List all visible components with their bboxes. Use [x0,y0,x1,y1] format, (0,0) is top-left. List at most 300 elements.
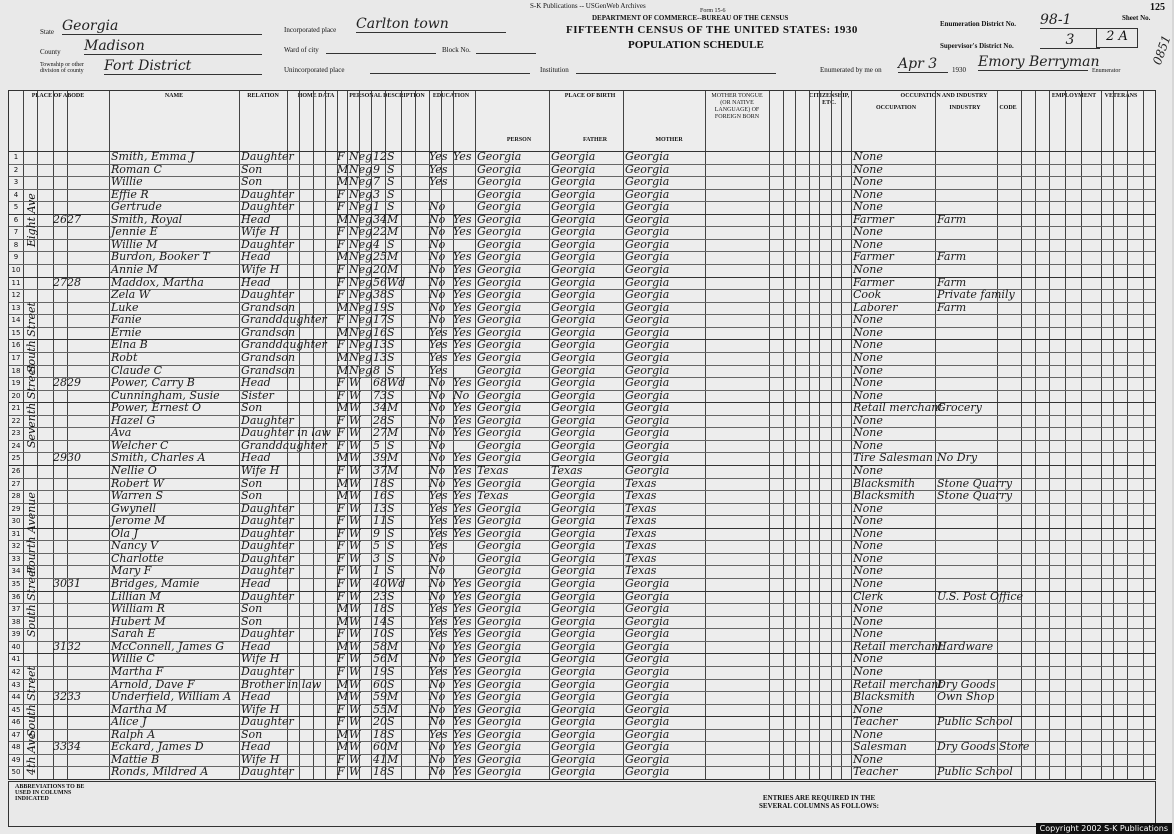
industry-value: Own Shop [937,690,995,704]
person-birthplace: Georgia [477,212,522,226]
occupation-value: Laborer [853,300,898,314]
birth-father-header: FATHER [582,137,608,143]
race-value: Neg [349,325,373,339]
father-birthplace: Georgia [551,388,596,402]
family-number [67,390,87,403]
relation-value: Daughter [241,200,294,214]
school-value: No [429,765,446,779]
person-birthplace: Georgia [477,752,522,766]
industry-value: Farm [937,250,967,264]
occupation-value: None [853,325,883,339]
race-value: Neg [349,212,373,226]
race-value: W [349,526,361,540]
table-row [9,716,1155,729]
father-birthplace: Georgia [551,200,596,214]
school-value: No [429,476,446,490]
entries-heading: ENTRIES ARE REQUIRED IN THE SEVERAL COLUMNS AS FOLLOWS: [759,794,879,810]
person-birthplace: Georgia [477,514,522,528]
person-name: Charlotte [111,551,164,565]
line-number: 15 [11,328,21,337]
occupation-value: None [853,363,883,377]
mother-birthplace: Georgia [625,438,670,452]
relation-value: Granddaughter [241,438,327,452]
line-number: 24 [11,441,21,450]
population-table [8,90,1156,780]
sex-value: M [337,325,349,339]
marital-status: S [387,438,395,452]
enum-district-label: Enumeration District No. [940,20,1017,28]
industry-value [937,339,997,352]
occupation-value: None [853,162,883,176]
race-value: W [349,614,361,628]
age-value: 25 [373,250,387,264]
industry-value [937,553,997,566]
marital-status: S [387,514,395,528]
dwelling-number [53,264,67,277]
dwelling-number [53,490,67,503]
occupation-value: Teacher [853,765,898,779]
family-number [67,666,87,679]
father-birthplace: Georgia [551,338,596,352]
occupation-value: Farmer [853,275,894,289]
father-birthplace: Georgia [551,664,596,678]
school-value: Yes [429,539,448,553]
line-number: 6 [13,215,19,224]
person-birthplace: Georgia [477,577,522,591]
relation-value: Head [241,376,271,390]
person-birthplace: Georgia [477,740,522,754]
occupation-value: None [853,350,883,364]
sex-value: F [337,388,345,402]
dwelling-number [53,465,67,478]
person-name: Sarah E [111,627,156,641]
sex-value: M [337,175,349,189]
school-value: Yes [429,501,448,515]
family-number [67,415,87,428]
sex-value: F [337,288,345,302]
marital-status: M [387,752,399,766]
father-birthplace: Georgia [551,175,596,189]
race-value: Neg [349,300,373,314]
person-birthplace: Georgia [477,564,522,578]
dwelling-number [53,427,67,440]
marital-status: S [387,564,395,578]
read-write-value: Yes [453,451,472,465]
relation-value: Daughter [241,501,294,515]
sex-value: F [337,237,345,251]
mother-birthplace: Georgia [625,690,670,704]
table-row [9,314,1155,327]
industry-value [937,327,997,340]
birth-person-header: PERSON [506,137,532,143]
age-value: 18 [373,727,387,741]
relation-value: Head [241,250,271,264]
line-number: 47 [11,730,21,739]
block-label: Block No. [442,46,471,54]
mother-birthplace: Texas [625,564,657,578]
person-name: Roman C [111,162,162,176]
person-birthplace: Georgia [477,715,522,729]
school-value: No [429,200,446,214]
mother-birthplace: Georgia [625,464,670,477]
dwelling-number [53,766,67,779]
age-value: 3 [373,551,380,565]
read-write-value: Yes [453,501,472,515]
sex-value: F [337,464,345,477]
person-name: Claude C [111,363,163,377]
copyright: Copyright 2002 S-K Publications [1036,823,1172,834]
industry-value: Farm [937,300,967,314]
birth-mother-header: MOTHER [655,137,683,143]
dwelling-number: 30 [53,577,67,591]
read-write-value: Yes [453,275,472,289]
line-number: 32 [11,542,21,551]
race-value: W [349,564,361,578]
family-number: 29 [67,376,81,390]
sex-value: M [337,740,349,754]
industry-value [937,352,997,365]
sex-value: M [337,489,349,503]
father-birthplace: Texas [551,464,583,477]
age-value: 9 [373,162,380,176]
father-birthplace: Georgia [551,363,596,377]
mother-birthplace: Georgia [625,413,670,427]
line-number: 5 [13,203,19,212]
county-value: Madison [84,38,262,55]
person-birthplace: Georgia [477,300,522,314]
industry-value [937,628,997,641]
father-birthplace: Georgia [551,677,596,691]
dwelling-number [53,390,67,403]
veterans-header: VETERANS [1104,93,1138,99]
line-number: 23 [11,429,21,438]
sex-value: M [337,677,349,691]
occupation-value: None [853,187,883,201]
person-name: Alice J [111,715,147,729]
person-name: Gwynell [111,501,157,515]
read-write-value [453,176,475,189]
street-label: Fourth Avenue [25,492,38,575]
school-value: Yes [429,350,448,364]
person-name: Elna B [111,338,148,352]
marital-status: S [387,765,395,779]
marital-status: S [387,664,395,678]
race-value: W [349,727,361,741]
family-number: 33 [67,690,81,704]
marital-status: Wd [387,275,406,289]
age-value: 9 [373,526,380,540]
person-birthplace: Georgia [477,237,522,251]
race-value: Neg [349,187,373,201]
table-row [9,402,1155,415]
sex-value: M [337,727,349,741]
table-row [9,377,1155,390]
education-header: EDUCATION [432,93,470,99]
marital-status: M [387,652,399,666]
marital-status: S [387,602,395,616]
relation-header: RELATION [247,93,279,99]
line-number: 48 [11,743,21,752]
mother-birthplace: Georgia [625,401,670,415]
age-value: 55 [373,702,387,716]
relation-value: Daughter [241,237,294,251]
school-value: Yes [429,150,448,163]
dwelling-number [53,327,67,340]
mother-birthplace: Georgia [625,614,670,628]
occupation-value: None [853,526,883,540]
father-birthplace: Georgia [551,325,596,339]
line-number: 20 [11,391,21,400]
industry-value [937,176,997,189]
person-birthplace: Georgia [477,225,522,239]
relation-value: Grandson [241,363,296,377]
occupation-value: Tire Salesman [853,451,933,465]
industry-value: Stone Quarry [937,476,1013,490]
race-value: Neg [349,263,373,277]
school-value: No [429,702,446,716]
line-number: 40 [11,642,21,651]
occupation-value: Blacksmith [853,690,916,704]
person-name: Luke [111,300,139,314]
dwelling-number [53,754,67,767]
marital-status: M [387,740,399,754]
table-row [9,151,1155,164]
race-value: W [349,413,361,427]
industry-value [937,151,997,164]
occupation-value: Retail merchant [853,677,943,691]
read-write-value: Yes [453,325,472,339]
relation-value: Daughter [241,526,294,540]
mother-birthplace: Texas [625,489,657,503]
age-value: 14 [373,614,387,628]
occupation-value: None [853,413,883,427]
mother-birthplace: Texas [625,514,657,528]
father-birthplace: Georgia [551,752,596,766]
read-write-value: Yes [453,514,472,528]
race-value: W [349,664,361,678]
occupation-value: None [853,652,883,666]
race-value: W [349,577,361,591]
marital-status: S [387,325,395,339]
school-value: No [429,388,446,402]
family-number [67,314,87,327]
institution-line [576,72,776,74]
marital-status: S [387,288,395,302]
dwelling-number [53,628,67,641]
person-name: Nancy V [111,539,159,553]
race-value: W [349,589,361,603]
mother-birthplace: Georgia [625,577,670,591]
race-value: W [349,752,361,766]
line-number: 4 [13,190,19,199]
relation-value: Daughter [241,589,294,603]
occupation-value: Farmer [853,212,894,226]
industry-value: Farm [937,275,967,289]
marital-status: S [387,677,395,691]
relation-value: Head [241,451,271,465]
occupation-value: Blacksmith [853,476,916,490]
age-value: 56 [373,275,387,289]
person-name: Willie [111,175,143,189]
relation-value: Head [241,212,271,226]
relation-value: Head [241,275,271,289]
table-row [9,352,1155,365]
line-number: 30 [11,517,21,526]
line-number: 28 [11,492,21,501]
person-birthplace: Georgia [477,350,522,364]
school-value: No [429,438,446,452]
line-number: 46 [11,718,21,727]
age-value: 3 [373,187,380,201]
race-value: Neg [349,175,373,189]
industry-value [937,653,997,666]
family-number [67,264,87,277]
relation-value: Son [241,162,263,176]
mother-birthplace: Texas [625,526,657,540]
person-name: Bridges, Mamie [111,577,200,591]
person-birthplace: Georgia [477,690,522,704]
dwelling-number [53,478,67,491]
industry-value [937,427,997,440]
industry-value [937,201,997,214]
father-birthplace: Georgia [551,350,596,364]
marital-status: Wd [387,376,406,390]
father-birthplace: Georgia [551,250,596,264]
read-write-value: Yes [453,426,472,440]
occupation-value: None [853,702,883,716]
relation-value: Grandson [241,350,296,364]
occupation-value: None [853,727,883,741]
read-write-value [453,553,475,566]
family-number: 28 [67,275,81,289]
family-number [67,628,87,641]
industry-value [937,164,997,177]
father-birthplace: Georgia [551,577,596,591]
father-birthplace: Georgia [551,551,596,565]
family-number [67,616,87,629]
ward-label: Ward of city [284,46,319,54]
sex-value: F [337,426,345,440]
form-number: Form 15-6 [700,8,726,14]
person-birthplace: Georgia [477,627,522,641]
father-birthplace: Georgia [551,639,596,653]
person-birthplace: Georgia [477,539,522,553]
father-birthplace: Georgia [551,162,596,176]
occupation-value: None [853,614,883,628]
institution-label: Institution [540,66,569,74]
person-name: Hubert M [111,614,166,628]
person-name: Martha F [111,664,164,678]
age-value: 13 [373,350,387,364]
read-write-value [453,189,475,202]
school-value: Yes [429,514,448,528]
line-number: 27 [11,479,21,488]
industry-value [937,365,997,378]
marital-status: M [387,401,399,415]
line-number: 41 [11,655,21,664]
person-name: Hazel G [111,413,156,427]
industry-value: Public School [937,765,1013,779]
marital-status: S [387,175,395,189]
line-number: 7 [13,228,19,237]
person-name: Welcher C [111,438,169,452]
father-birthplace: Georgia [551,614,596,628]
line-number: 1 [13,153,19,161]
school-value: No [429,740,446,754]
dwelling-number [53,251,67,264]
race-value: Neg [349,275,373,289]
schedule-title: POPULATION SCHEDULE [628,39,764,51]
street-label: 4th Ave [25,732,38,775]
person-birthplace: Georgia [477,162,522,176]
mother-birthplace: Georgia [625,325,670,339]
family-number [67,239,87,252]
person-name: Smith, Royal [111,212,183,226]
family-number [67,201,87,214]
age-value: 58 [373,639,387,653]
relation-value: Wife H [241,225,280,239]
marital-status: S [387,338,395,352]
dwelling-number [53,151,67,164]
state-label: State [40,28,54,36]
industry-value: Dry Goods Store [937,740,1030,754]
father-birthplace: Georgia [551,225,596,239]
read-write-value: Yes [453,225,472,239]
person-name: Arnold, Dave F [111,677,195,691]
sex-value: F [337,338,345,352]
mother-birthplace: Georgia [625,652,670,666]
race-value: Neg [349,350,373,364]
mother-birthplace: Georgia [625,677,670,691]
read-write-value: Yes [453,376,472,390]
family-number [67,515,87,528]
school-value: Yes [429,325,448,339]
father-birthplace: Georgia [551,150,596,163]
occupation-value: None [853,664,883,678]
mother-birthplace: Georgia [625,225,670,239]
occupation-value: None [853,464,883,477]
relation-value: Son [241,476,263,490]
father-birthplace: Georgia [551,438,596,452]
race-value: W [349,514,361,528]
marital-status: S [387,627,395,641]
mother-birthplace: Georgia [625,150,670,163]
occupation-value: None [853,175,883,189]
family-number [67,503,87,516]
industry-value [937,603,997,616]
person-birthplace: Georgia [477,363,522,377]
age-value: 7 [373,175,380,189]
marital-status: S [387,388,395,402]
sex-value: M [337,401,349,415]
family-number [67,352,87,365]
incorporated-value: Carlton town [356,16,506,33]
person-birthplace: Georgia [477,150,522,163]
relation-value: Sister [241,388,274,402]
person-name: Warren S [111,489,164,503]
father-birthplace: Georgia [551,476,596,490]
mother-birthplace: Georgia [625,363,670,377]
line-number: 17 [11,353,21,362]
age-value: 20 [373,263,387,277]
sheet-value: 2 A [1096,28,1138,48]
family-number [67,226,87,239]
industry-value [937,465,997,478]
table-row [9,176,1155,189]
marital-status: M [387,702,399,716]
father-birthplace: Georgia [551,426,596,440]
line-number: 18 [11,366,21,375]
